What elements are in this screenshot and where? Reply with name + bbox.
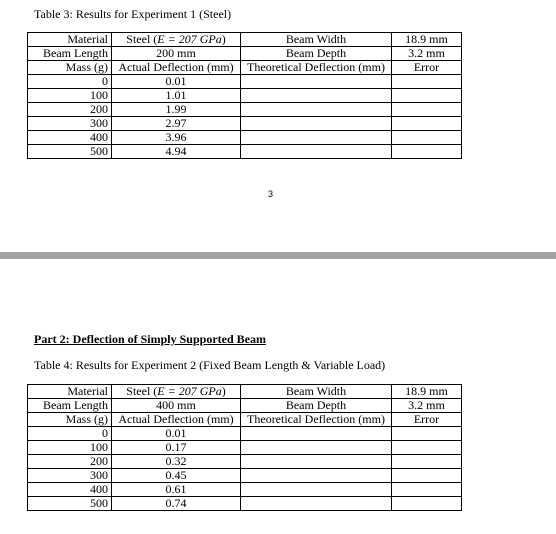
- header-value-beam-length: 400 mm: [112, 399, 241, 413]
- cell-actual-deflection: 4.94: [112, 145, 241, 159]
- header-value-material: Steel (E = 207 GPa): [112, 33, 241, 47]
- cell-theoretical-deflection: [241, 441, 392, 455]
- cell-mass: 400: [28, 483, 112, 497]
- cell-mass: 400: [28, 131, 112, 145]
- table-row: [28, 441, 462, 455]
- table-row: [28, 455, 462, 469]
- cell-theoretical-deflection: [241, 131, 392, 145]
- column-header-mass: Mass (g): [28, 61, 112, 75]
- table-row: [28, 469, 462, 483]
- cell-theoretical-deflection: [241, 103, 392, 117]
- cell-actual-deflection: 0.32: [112, 455, 241, 469]
- table-row: [28, 145, 462, 159]
- cell-error: [392, 455, 462, 469]
- cell-actual-deflection: 0.74: [112, 497, 241, 511]
- table-3-results-steel: [27, 32, 462, 159]
- cell-error: [392, 117, 462, 131]
- cell-mass: 500: [28, 497, 112, 511]
- cell-mass: 500: [28, 145, 112, 159]
- cell-actual-deflection: 0.45: [112, 469, 241, 483]
- header-label-beam-width: Beam Width: [241, 385, 392, 399]
- cell-theoretical-deflection: [241, 89, 392, 103]
- cell-mass: 100: [28, 89, 112, 103]
- cell-actual-deflection: 0.61: [112, 483, 241, 497]
- cell-mass: 300: [28, 117, 112, 131]
- table-3-caption: Table 3: Results for Experiment 1 (Steel): [34, 7, 232, 21]
- cell-actual-deflection: 0.01: [112, 75, 241, 89]
- table-header-row: [28, 47, 462, 61]
- cell-actual-deflection: 3.96: [112, 131, 241, 145]
- column-header-error: Error: [392, 413, 462, 427]
- header-label-beam-width: Beam Width: [241, 33, 392, 47]
- cell-theoretical-deflection: [241, 75, 392, 89]
- cell-actual-deflection: 1.01: [112, 89, 241, 103]
- table-row: [28, 75, 462, 89]
- cell-theoretical-deflection: [241, 145, 392, 159]
- table-header-row: [28, 33, 462, 47]
- table-row: [28, 131, 462, 145]
- cell-mass: 100: [28, 441, 112, 455]
- cell-mass: 200: [28, 103, 112, 117]
- elastic-modulus: E = 207 GPa: [157, 384, 222, 398]
- cell-theoretical-deflection: [241, 427, 392, 441]
- table-row: [28, 483, 462, 497]
- page-number: 3: [268, 189, 274, 199]
- header-value-beam-width: 18.9 mm: [392, 33, 462, 47]
- header-label-beam-length: Beam Length: [28, 399, 112, 413]
- header-label-material: Material: [28, 385, 112, 399]
- header-value-beam-width: 18.9 mm: [392, 385, 462, 399]
- cell-theoretical-deflection: [241, 497, 392, 511]
- table-row: [28, 497, 462, 511]
- header-label-beam-depth: Beam Depth: [241, 399, 392, 413]
- cell-actual-deflection: 0.01: [112, 427, 241, 441]
- cell-theoretical-deflection: [241, 455, 392, 469]
- document-page-3: [0, 0, 556, 252]
- header-value-beam-depth: 3.2 mm: [392, 399, 462, 413]
- table-header-row: [28, 61, 462, 75]
- cell-error: [392, 497, 462, 511]
- table-header-row: [28, 413, 462, 427]
- cell-mass: 0: [28, 75, 112, 89]
- cell-theoretical-deflection: [241, 483, 392, 497]
- column-header-mass: Mass (g): [28, 413, 112, 427]
- document-page-4: [0, 259, 556, 534]
- cell-mass: 0: [28, 427, 112, 441]
- cell-error: [392, 483, 462, 497]
- section-title-part-2: Part 2: Deflection of Simply Supported Beam: [34, 332, 266, 346]
- cell-error: [392, 469, 462, 483]
- cell-error: [392, 89, 462, 103]
- table-row: [28, 427, 462, 441]
- cell-error: [392, 427, 462, 441]
- header-label-material: Material: [28, 33, 112, 47]
- cell-mass: 300: [28, 469, 112, 483]
- table-4-results-fixed-length: [27, 384, 462, 511]
- cell-error: [392, 103, 462, 117]
- cell-error: [392, 441, 462, 455]
- cell-mass: 200: [28, 455, 112, 469]
- column-header-error: Error: [392, 61, 462, 75]
- cell-theoretical-deflection: [241, 117, 392, 131]
- cell-actual-deflection: 1.99: [112, 103, 241, 117]
- table-row: [28, 103, 462, 117]
- cell-actual-deflection: 2.97: [112, 117, 241, 131]
- cell-error: [392, 145, 462, 159]
- cell-error: [392, 131, 462, 145]
- column-header-theoretical-deflection: Theoretical Deflection (mm): [241, 413, 392, 427]
- column-header-actual-deflection: Actual Deflection (mm): [112, 413, 241, 427]
- cell-theoretical-deflection: [241, 469, 392, 483]
- column-header-actual-deflection: Actual Deflection (mm): [112, 61, 241, 75]
- table-header-row: [28, 399, 462, 413]
- elastic-modulus: E = 207 GPa: [157, 32, 222, 46]
- table-row: [28, 89, 462, 103]
- column-header-theoretical-deflection: Theoretical Deflection (mm): [241, 61, 392, 75]
- cell-actual-deflection: 0.17: [112, 441, 241, 455]
- header-label-beam-length: Beam Length: [28, 47, 112, 61]
- table-4-caption: Table 4: Results for Experiment 2 (Fixed Beam Length & Variable Load): [34, 358, 386, 372]
- table-row: [28, 117, 462, 131]
- page-separator: [0, 252, 556, 259]
- header-value-beam-length: 200 mm: [112, 47, 241, 61]
- header-value-beam-depth: 3.2 mm: [392, 47, 462, 61]
- header-value-material: Steel (E = 207 GPa): [112, 385, 241, 399]
- cell-error: [392, 75, 462, 89]
- table-header-row: [28, 385, 462, 399]
- header-label-beam-depth: Beam Depth: [241, 47, 392, 61]
